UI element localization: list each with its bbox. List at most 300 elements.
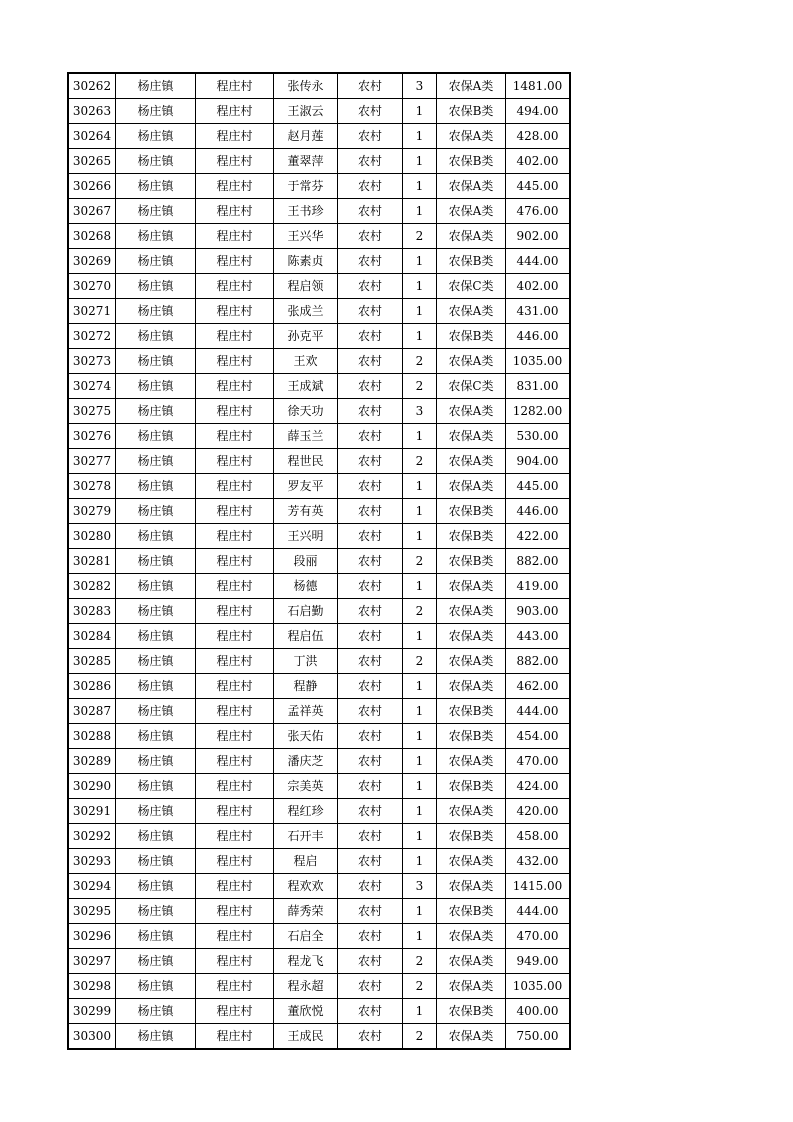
household-type-cell: 农村 [338, 774, 403, 799]
amount-cell: 446.00 [506, 324, 571, 349]
town-cell: 杨庄镇 [116, 73, 196, 99]
name-cell: 程静 [274, 674, 338, 699]
name-cell: 王兴华 [274, 224, 338, 249]
household-type-cell: 农村 [338, 949, 403, 974]
table-row [68, 1024, 570, 1050]
name-cell: 王书珍 [274, 199, 338, 224]
name-cell: 程永超 [274, 974, 338, 999]
name-cell: 王兴明 [274, 524, 338, 549]
member-count-cell: 1 [403, 574, 437, 599]
village-cell: 程庄村 [196, 124, 274, 149]
household-type-cell: 农村 [338, 99, 403, 124]
insurance-category-cell: 农保A类 [437, 174, 506, 199]
town-cell: 杨庄镇 [116, 974, 196, 999]
town-cell: 杨庄镇 [116, 699, 196, 724]
amount-cell: 882.00 [506, 549, 571, 574]
insurance-category-cell: 农保A类 [437, 849, 506, 874]
household-type-cell: 农村 [338, 499, 403, 524]
member-count-cell: 2 [403, 599, 437, 624]
table-row [68, 874, 570, 899]
household-type-cell: 农村 [338, 674, 403, 699]
village-cell: 程庄村 [196, 699, 274, 724]
household-type-cell: 农村 [338, 274, 403, 299]
member-count-cell: 1 [403, 999, 437, 1024]
household-type-cell: 农村 [338, 474, 403, 499]
household-type-cell: 农村 [338, 149, 403, 174]
name-cell: 程红珍 [274, 799, 338, 824]
village-cell: 程庄村 [196, 899, 274, 924]
record-id-cell: 30291 [68, 799, 116, 824]
town-cell: 杨庄镇 [116, 549, 196, 574]
insurance-category-cell: 农保A类 [437, 649, 506, 674]
member-count-cell: 2 [403, 974, 437, 999]
household-type-cell: 农村 [338, 349, 403, 374]
village-cell: 程庄村 [196, 874, 274, 899]
amount-cell: 402.00 [506, 274, 571, 299]
town-cell: 杨庄镇 [116, 874, 196, 899]
town-cell: 杨庄镇 [116, 999, 196, 1024]
insurance-category-cell: 农保A类 [437, 349, 506, 374]
town-cell: 杨庄镇 [116, 924, 196, 949]
member-count-cell: 1 [403, 274, 437, 299]
member-count-cell: 2 [403, 649, 437, 674]
insurance-category-cell: 农保A类 [437, 749, 506, 774]
name-cell: 程启伍 [274, 624, 338, 649]
name-cell: 程欢欢 [274, 874, 338, 899]
town-cell: 杨庄镇 [116, 249, 196, 274]
village-cell: 程庄村 [196, 224, 274, 249]
name-cell: 石开丰 [274, 824, 338, 849]
name-cell: 董翠萍 [274, 149, 338, 174]
table-row [68, 824, 570, 849]
table-row [68, 424, 570, 449]
member-count-cell: 3 [403, 73, 437, 99]
insurance-category-cell: 农保A类 [437, 949, 506, 974]
town-cell: 杨庄镇 [116, 499, 196, 524]
record-id-cell: 30289 [68, 749, 116, 774]
insurance-category-cell: 农保B类 [437, 774, 506, 799]
table-row [68, 449, 570, 474]
amount-cell: 431.00 [506, 299, 571, 324]
table-row [68, 724, 570, 749]
record-id-cell: 30269 [68, 249, 116, 274]
amount-cell: 494.00 [506, 99, 571, 124]
name-cell: 宗美英 [274, 774, 338, 799]
amount-cell: 882.00 [506, 649, 571, 674]
record-id-cell: 30283 [68, 599, 116, 624]
member-count-cell: 1 [403, 674, 437, 699]
member-count-cell: 1 [403, 324, 437, 349]
amount-cell: 750.00 [506, 1024, 571, 1050]
insurance-category-cell: 农保A类 [437, 1024, 506, 1050]
town-cell: 杨庄镇 [116, 749, 196, 774]
member-count-cell: 1 [403, 824, 437, 849]
town-cell: 杨庄镇 [116, 224, 196, 249]
member-count-cell: 2 [403, 349, 437, 374]
village-cell: 程庄村 [196, 349, 274, 374]
insurance-category-cell: 农保A类 [437, 73, 506, 99]
amount-cell: 904.00 [506, 449, 571, 474]
insurance-category-cell: 农保B类 [437, 149, 506, 174]
village-cell: 程庄村 [196, 249, 274, 274]
member-count-cell: 1 [403, 174, 437, 199]
record-id-cell: 30275 [68, 399, 116, 424]
amount-cell: 1035.00 [506, 974, 571, 999]
member-count-cell: 1 [403, 899, 437, 924]
town-cell: 杨庄镇 [116, 1024, 196, 1050]
village-cell: 程庄村 [196, 174, 274, 199]
insurance-category-cell: 农保B类 [437, 499, 506, 524]
member-count-cell: 2 [403, 549, 437, 574]
village-cell: 程庄村 [196, 599, 274, 624]
record-id-cell: 30296 [68, 924, 116, 949]
insurance-category-cell: 农保A类 [437, 449, 506, 474]
town-cell: 杨庄镇 [116, 449, 196, 474]
amount-cell: 470.00 [506, 749, 571, 774]
insurance-category-cell: 农保B类 [437, 899, 506, 924]
household-type-cell: 农村 [338, 849, 403, 874]
insurance-category-cell: 农保A类 [437, 474, 506, 499]
table-row [68, 124, 570, 149]
household-type-cell: 农村 [338, 449, 403, 474]
village-cell: 程庄村 [196, 749, 274, 774]
household-type-cell: 农村 [338, 799, 403, 824]
household-type-cell: 农村 [338, 699, 403, 724]
record-id-cell: 30277 [68, 449, 116, 474]
household-type-cell: 农村 [338, 224, 403, 249]
household-type-cell: 农村 [338, 374, 403, 399]
member-count-cell: 1 [403, 724, 437, 749]
record-id-cell: 30279 [68, 499, 116, 524]
insurance-category-cell: 农保A类 [437, 674, 506, 699]
member-count-cell: 1 [403, 849, 437, 874]
insurance-category-cell: 农保B类 [437, 324, 506, 349]
household-type-cell: 农村 [338, 874, 403, 899]
amount-cell: 470.00 [506, 924, 571, 949]
insurance-category-cell: 农保B类 [437, 999, 506, 1024]
village-cell: 程庄村 [196, 149, 274, 174]
insurance-category-cell: 农保A类 [437, 424, 506, 449]
record-id-cell: 30292 [68, 824, 116, 849]
table-row [68, 224, 570, 249]
insurance-category-cell: 农保A类 [437, 974, 506, 999]
record-id-cell: 30294 [68, 874, 116, 899]
table-row [68, 974, 570, 999]
town-cell: 杨庄镇 [116, 799, 196, 824]
record-id-cell: 30274 [68, 374, 116, 399]
town-cell: 杨庄镇 [116, 424, 196, 449]
record-id-cell: 30299 [68, 999, 116, 1024]
table-row [68, 799, 570, 824]
record-id-cell: 30266 [68, 174, 116, 199]
insurance-category-cell: 农保A类 [437, 624, 506, 649]
name-cell: 陈素贞 [274, 249, 338, 274]
village-cell: 程庄村 [196, 999, 274, 1024]
name-cell: 程世民 [274, 449, 338, 474]
town-cell: 杨庄镇 [116, 274, 196, 299]
name-cell: 张天佑 [274, 724, 338, 749]
household-type-cell: 农村 [338, 549, 403, 574]
village-cell: 程庄村 [196, 724, 274, 749]
amount-cell: 458.00 [506, 824, 571, 849]
record-id-cell: 30300 [68, 1024, 116, 1050]
amount-cell: 444.00 [506, 899, 571, 924]
town-cell: 杨庄镇 [116, 349, 196, 374]
table-row [68, 949, 570, 974]
insurance-category-cell: 农保C类 [437, 274, 506, 299]
village-cell: 程庄村 [196, 549, 274, 574]
household-type-cell: 农村 [338, 999, 403, 1024]
table-row [68, 574, 570, 599]
member-count-cell: 2 [403, 449, 437, 474]
village-cell: 程庄村 [196, 624, 274, 649]
amount-cell: 445.00 [506, 474, 571, 499]
amount-cell: 400.00 [506, 999, 571, 1024]
village-cell: 程庄村 [196, 324, 274, 349]
record-id-cell: 30297 [68, 949, 116, 974]
town-cell: 杨庄镇 [116, 299, 196, 324]
amount-cell: 432.00 [506, 849, 571, 874]
member-count-cell: 3 [403, 399, 437, 424]
amount-cell: 402.00 [506, 149, 571, 174]
table-row [68, 199, 570, 224]
member-count-cell: 1 [403, 799, 437, 824]
town-cell: 杨庄镇 [116, 649, 196, 674]
name-cell: 罗友平 [274, 474, 338, 499]
table-row [68, 749, 570, 774]
insurance-category-cell: 农保B类 [437, 549, 506, 574]
name-cell: 张传永 [274, 73, 338, 99]
record-id-cell: 30262 [68, 73, 116, 99]
household-type-cell: 农村 [338, 1024, 403, 1050]
member-count-cell: 1 [403, 924, 437, 949]
amount-cell: 424.00 [506, 774, 571, 799]
town-cell: 杨庄镇 [116, 324, 196, 349]
village-cell: 程庄村 [196, 924, 274, 949]
household-type-cell: 农村 [338, 73, 403, 99]
amount-cell: 902.00 [506, 224, 571, 249]
name-cell: 孟祥英 [274, 699, 338, 724]
household-type-cell: 农村 [338, 174, 403, 199]
name-cell: 王成斌 [274, 374, 338, 399]
town-cell: 杨庄镇 [116, 574, 196, 599]
record-id-cell: 30271 [68, 299, 116, 324]
village-cell: 程庄村 [196, 774, 274, 799]
household-type-cell: 农村 [338, 424, 403, 449]
insurance-category-cell: 农保A类 [437, 599, 506, 624]
household-type-cell: 农村 [338, 399, 403, 424]
household-type-cell: 农村 [338, 199, 403, 224]
name-cell: 丁洪 [274, 649, 338, 674]
member-count-cell: 1 [403, 124, 437, 149]
village-cell: 程庄村 [196, 649, 274, 674]
insurance-category-cell: 农保A类 [437, 199, 506, 224]
amount-cell: 446.00 [506, 499, 571, 524]
town-cell: 杨庄镇 [116, 524, 196, 549]
table-row [68, 299, 570, 324]
household-type-cell: 农村 [338, 824, 403, 849]
name-cell: 董欣悦 [274, 999, 338, 1024]
name-cell: 程龙飞 [274, 949, 338, 974]
town-cell: 杨庄镇 [116, 624, 196, 649]
household-type-cell: 农村 [338, 974, 403, 999]
household-type-cell: 农村 [338, 649, 403, 674]
village-cell: 程庄村 [196, 474, 274, 499]
town-cell: 杨庄镇 [116, 599, 196, 624]
record-id-cell: 30276 [68, 424, 116, 449]
insurance-category-cell: 农保C类 [437, 374, 506, 399]
record-id-cell: 30288 [68, 724, 116, 749]
household-type-cell: 农村 [338, 249, 403, 274]
table-row [68, 73, 570, 99]
name-cell: 王欢 [274, 349, 338, 374]
table-row [68, 699, 570, 724]
member-count-cell: 1 [403, 249, 437, 274]
insurance-category-cell: 农保B类 [437, 724, 506, 749]
record-id-cell: 30287 [68, 699, 116, 724]
table-row [68, 349, 570, 374]
village-cell: 程庄村 [196, 949, 274, 974]
record-id-cell: 30270 [68, 274, 116, 299]
household-type-cell: 农村 [338, 324, 403, 349]
record-id-cell: 30284 [68, 624, 116, 649]
table-row [68, 249, 570, 274]
record-id-cell: 30272 [68, 324, 116, 349]
table-row [68, 924, 570, 949]
town-cell: 杨庄镇 [116, 899, 196, 924]
household-type-cell: 农村 [338, 574, 403, 599]
record-id-cell: 30264 [68, 124, 116, 149]
record-id-cell: 30293 [68, 849, 116, 874]
town-cell: 杨庄镇 [116, 399, 196, 424]
amount-cell: 1481.00 [506, 73, 571, 99]
household-type-cell: 农村 [338, 124, 403, 149]
member-count-cell: 1 [403, 474, 437, 499]
amount-cell: 428.00 [506, 124, 571, 149]
village-cell: 程庄村 [196, 449, 274, 474]
household-type-cell: 农村 [338, 624, 403, 649]
member-count-cell: 1 [403, 774, 437, 799]
town-cell: 杨庄镇 [116, 124, 196, 149]
town-cell: 杨庄镇 [116, 849, 196, 874]
amount-cell: 831.00 [506, 374, 571, 399]
town-cell: 杨庄镇 [116, 99, 196, 124]
village-cell: 程庄村 [196, 574, 274, 599]
insurance-category-cell: 农保A类 [437, 299, 506, 324]
table-row [68, 899, 570, 924]
member-count-cell: 1 [403, 424, 437, 449]
household-type-cell: 农村 [338, 599, 403, 624]
name-cell: 于常芬 [274, 174, 338, 199]
record-id-cell: 30280 [68, 524, 116, 549]
amount-cell: 949.00 [506, 949, 571, 974]
record-id-cell: 30278 [68, 474, 116, 499]
table-row [68, 549, 570, 574]
member-count-cell: 1 [403, 499, 437, 524]
table-row [68, 649, 570, 674]
amount-cell: 444.00 [506, 699, 571, 724]
table-row [68, 999, 570, 1024]
amount-cell: 454.00 [506, 724, 571, 749]
village-cell: 程庄村 [196, 1024, 274, 1050]
insurance-category-cell: 农保A类 [437, 224, 506, 249]
name-cell: 程启 [274, 849, 338, 874]
name-cell: 石启勤 [274, 599, 338, 624]
name-cell: 段丽 [274, 549, 338, 574]
village-cell: 程庄村 [196, 99, 274, 124]
member-count-cell: 1 [403, 299, 437, 324]
insurance-category-cell: 农保A类 [437, 399, 506, 424]
insurance-category-cell: 农保A类 [437, 124, 506, 149]
amount-cell: 445.00 [506, 174, 571, 199]
name-cell: 徐天功 [274, 399, 338, 424]
table-row [68, 374, 570, 399]
village-cell: 程庄村 [196, 424, 274, 449]
table-row [68, 174, 570, 199]
record-id-cell: 30295 [68, 899, 116, 924]
table-row [68, 399, 570, 424]
amount-cell: 419.00 [506, 574, 571, 599]
town-cell: 杨庄镇 [116, 474, 196, 499]
town-cell: 杨庄镇 [116, 674, 196, 699]
record-id-cell: 30273 [68, 349, 116, 374]
amount-cell: 443.00 [506, 624, 571, 649]
name-cell: 赵月莲 [274, 124, 338, 149]
member-count-cell: 2 [403, 949, 437, 974]
village-cell: 程庄村 [196, 499, 274, 524]
table-row [68, 274, 570, 299]
village-cell: 程庄村 [196, 299, 274, 324]
table-row [68, 524, 570, 549]
village-cell: 程庄村 [196, 399, 274, 424]
amount-cell: 444.00 [506, 249, 571, 274]
record-id-cell: 30268 [68, 224, 116, 249]
member-count-cell: 2 [403, 1024, 437, 1050]
amount-cell: 903.00 [506, 599, 571, 624]
village-cell: 程庄村 [196, 674, 274, 699]
name-cell: 王成民 [274, 1024, 338, 1050]
town-cell: 杨庄镇 [116, 774, 196, 799]
record-id-cell: 30285 [68, 649, 116, 674]
village-cell: 程庄村 [196, 849, 274, 874]
amount-cell: 420.00 [506, 799, 571, 824]
town-cell: 杨庄镇 [116, 174, 196, 199]
household-type-cell: 农村 [338, 924, 403, 949]
amount-cell: 1282.00 [506, 399, 571, 424]
household-type-cell: 农村 [338, 299, 403, 324]
amount-cell: 1415.00 [506, 874, 571, 899]
town-cell: 杨庄镇 [116, 949, 196, 974]
town-cell: 杨庄镇 [116, 724, 196, 749]
member-count-cell: 2 [403, 374, 437, 399]
table-row [68, 99, 570, 124]
record-id-cell: 30267 [68, 199, 116, 224]
amount-cell: 476.00 [506, 199, 571, 224]
insurance-category-cell: 农保B类 [437, 249, 506, 274]
village-cell: 程庄村 [196, 524, 274, 549]
insurance-category-cell: 农保A类 [437, 874, 506, 899]
table-row [68, 774, 570, 799]
record-id-cell: 30265 [68, 149, 116, 174]
table-row [68, 599, 570, 624]
record-id-cell: 30286 [68, 674, 116, 699]
record-id-cell: 30298 [68, 974, 116, 999]
household-type-cell: 农村 [338, 749, 403, 774]
member-count-cell: 1 [403, 624, 437, 649]
member-count-cell: 1 [403, 749, 437, 774]
member-count-cell: 1 [403, 524, 437, 549]
insurance-category-cell: 农保B类 [437, 699, 506, 724]
